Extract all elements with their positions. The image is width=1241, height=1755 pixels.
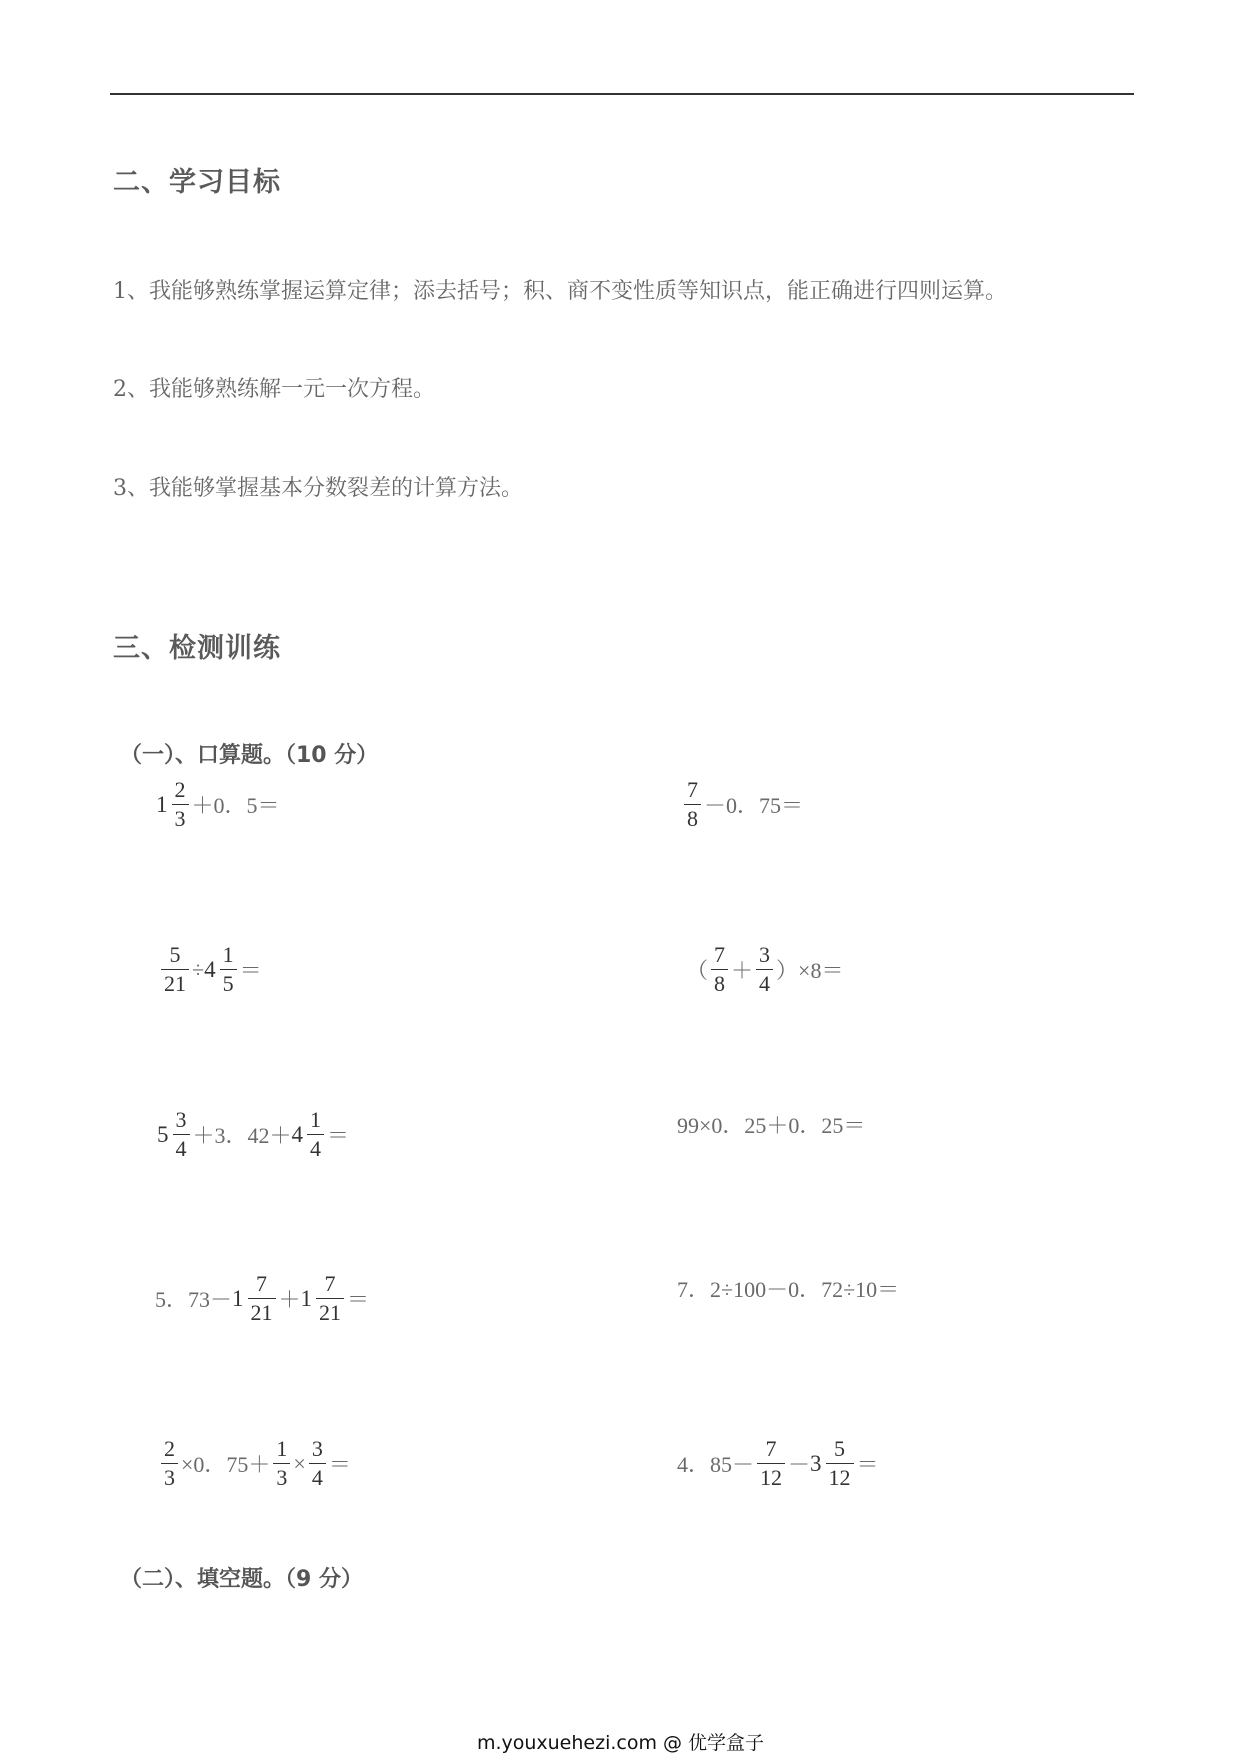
denominator: 3 — [273, 1463, 290, 1489]
numerator: 3 — [175, 1107, 187, 1132]
goal-1: 1、我能够熟练掌握运算定律；添去括号；积、商不变性质等知识点，能正确进行四则运算。 — [113, 279, 1008, 304]
denominator: 4 — [309, 1463, 326, 1489]
mixed-number-whole: 1 — [300, 1285, 313, 1311]
denominator: 4 — [756, 969, 773, 995]
expression-text: ＝ — [239, 958, 262, 983]
problem-7 — [155, 1273, 369, 1324]
denominator: 12 — [757, 1463, 785, 1489]
denominator: 3 — [161, 1463, 178, 1489]
denominator: 5 — [220, 969, 237, 995]
expression-text: ＋ — [278, 1287, 301, 1312]
problem-9 — [158, 1438, 351, 1489]
fraction — [307, 1109, 324, 1160]
expression-text: ×0．75＋ — [181, 1452, 271, 1477]
mixed-number-whole: 5 — [157, 1121, 169, 1147]
numerator: 2 — [174, 777, 186, 802]
denominator: 8 — [711, 969, 728, 995]
part1-title: （一）、口算题。（10 分） — [120, 743, 379, 768]
expression-text: ＋3．42＋ — [192, 1123, 292, 1148]
fraction — [273, 1438, 290, 1489]
top-rule — [110, 93, 1134, 95]
expression-text: ＝ — [328, 1452, 351, 1477]
mixed-number-whole: 4 — [204, 956, 216, 982]
mixed-number-whole: 1 — [232, 1285, 244, 1311]
denominator: 4 — [173, 1134, 190, 1160]
denominator: 21 — [248, 1298, 276, 1324]
expression-text: 4．85－ — [677, 1452, 755, 1477]
expression-text: ＋ — [731, 958, 754, 983]
numerator: 1 — [222, 942, 234, 967]
numerator: 1 — [310, 1107, 322, 1132]
goal-3: 3、我能够掌握基本分数裂差的计算方法。 — [113, 476, 523, 501]
fraction — [220, 944, 237, 995]
denominator: 3 — [172, 804, 189, 830]
numerator: 2 — [164, 1436, 175, 1461]
fraction — [684, 779, 701, 830]
section2-title: 二、学习目标 — [113, 167, 281, 198]
goal-2: 2、我能够熟练解一元一次方程。 — [113, 377, 435, 402]
expression-text: ＝ — [327, 1123, 350, 1148]
section3-title: 三、检测训练 — [113, 633, 281, 664]
fraction — [172, 779, 189, 830]
problem-10 — [677, 1438, 879, 1489]
expression-text: ＝ — [856, 1452, 879, 1477]
fraction — [711, 944, 728, 995]
problem-3 — [158, 944, 262, 995]
mixed-number-whole: 3 — [810, 1450, 822, 1476]
expression-text: 5．73－ — [155, 1287, 233, 1312]
numerator: 7 — [765, 1436, 777, 1461]
expression-text: ＋0．5＝ — [191, 793, 280, 818]
numerator: 7 — [687, 777, 698, 802]
expression-text: ÷ — [192, 956, 205, 982]
fraction — [757, 1438, 785, 1489]
problem-5 — [157, 1109, 349, 1160]
denominator: 21 — [161, 969, 189, 995]
problem-2 — [681, 779, 803, 830]
fraction — [161, 944, 189, 995]
fraction — [248, 1273, 276, 1324]
numerator: 7 — [324, 1271, 336, 1296]
mixed-number-whole: 4 — [291, 1121, 304, 1147]
denominator: 12 — [826, 1463, 854, 1489]
expression-text: －0．75＝ — [704, 793, 804, 818]
problem-4 — [686, 944, 843, 995]
fraction — [309, 1438, 326, 1489]
part2-title: （二）、填空题。（9 分） — [120, 1567, 363, 1592]
footer-watermark: m.youxuehezi.com @ 优学盒子 — [476, 1732, 765, 1754]
denominator: 21 — [316, 1298, 344, 1324]
expression-text: 99×0．25＋0．25＝ — [677, 1113, 866, 1138]
numerator: 5 — [834, 1436, 846, 1461]
numerator: 1 — [276, 1436, 288, 1461]
fraction — [161, 1438, 178, 1489]
denominator: 8 — [684, 804, 701, 830]
expression-text: 7．2÷100－0．72÷10＝ — [677, 1277, 900, 1302]
numerator: 7 — [714, 942, 726, 967]
numerator: 5 — [169, 942, 181, 967]
numerator: 7 — [256, 1271, 268, 1296]
problem-1 — [156, 779, 280, 830]
fraction — [826, 1438, 854, 1489]
numerator: 3 — [311, 1436, 323, 1461]
fraction — [316, 1273, 344, 1324]
numerator: 3 — [759, 942, 771, 967]
mixed-number-whole: 1 — [156, 791, 168, 817]
expression-text: （ — [686, 958, 709, 983]
problem-6 — [677, 1109, 865, 1140]
denominator: 4 — [307, 1134, 324, 1160]
expression-text: ）×8＝ — [776, 958, 844, 983]
expression-text: ＝ — [347, 1287, 370, 1312]
expression-text: － — [788, 1452, 811, 1477]
fraction — [756, 944, 773, 995]
expression-text: × — [293, 1450, 306, 1476]
fraction — [173, 1109, 190, 1160]
problem-8 — [677, 1273, 899, 1304]
